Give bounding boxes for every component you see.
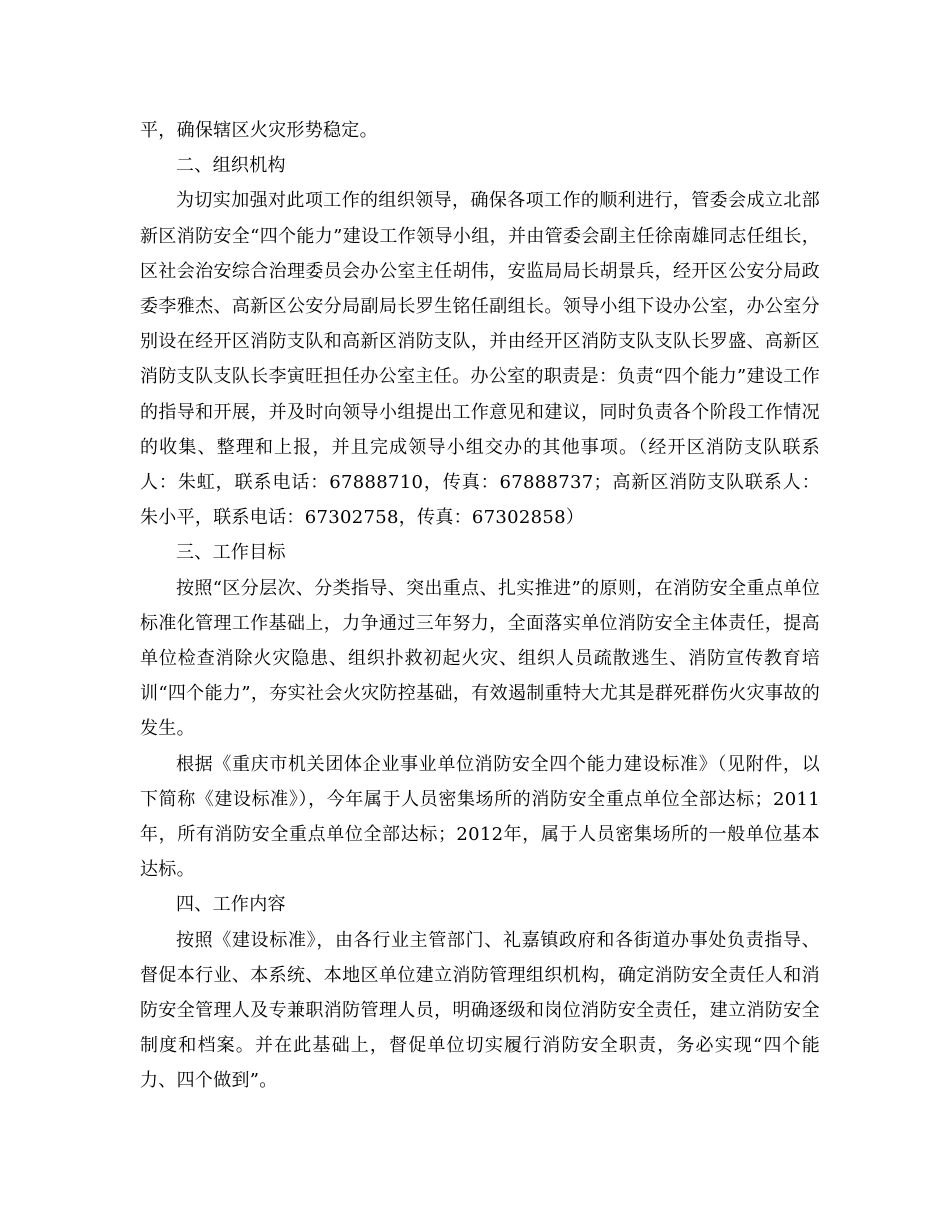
paragraph-continuation: 平，确保辖区火灾形势稳定。 bbox=[140, 120, 378, 141]
section-heading-content: 四、工作内容 bbox=[176, 894, 286, 916]
section-heading-goals: 三、工作目标 bbox=[176, 542, 286, 564]
document-body bbox=[140, 113, 820, 1099]
paragraph-content: 按照《建设标准》，由各行业主管部门、礼嘉镇政府和各街道办事处负责指导、督促本行业、本系统、本地区单位建立消防管理组织机构，确定消防安全责任人和消防安全管理人及专兼职消防管理人员，明确逐级和岗位消防安全责任，建立消防安全制度和档案。并在此基础上，督促单位切实履行消防安全职责，务必实现“四个能力、四个做到”。 bbox=[140, 929, 820, 1092]
paragraph-goals: 按照“区分层次、分类指导、突出重点、扎实推进”的原则，在消防安全重点单位标准化管理工作基础上，力争通过三年努力，全面落实单位消防安全主体责任，提高单位检查消除火灾隐患、组织扑救初起火灾、组织人员疏散逃生、消防宣传教育培训“四个能力”，夯实社会火灾防控基础，有效遏制重特大尤其是群死群伤火灾事故的发生。 bbox=[140, 577, 820, 740]
section-heading-organization: 二、组织机构 bbox=[176, 155, 286, 177]
paragraph-standards: 根据《重庆市机关团体企业事业单位消防安全四个能力建设标准》（见附件，以下简称《建设标准》），今年属于人员密集场所的消防安全重点单位全部达标；2011年，所有消防安全重点单位全部达标；2012年，属于人员密集场所的一般单位基本达标。 bbox=[140, 753, 820, 881]
paragraph-organization: 为切实加强对此项工作的组织领导，确保各项工作的顺利进行，管委会成立北部新区消防安全“四个能力”建设工作领导小组，并由管委会副主任徐南雄同志任组长，区社会治安综合治理委员会办公室主任胡伟，安监局局长胡景兵，经开区公安分局政委李雅杰、高新区公安分局副局长罗生铭任副组长。领导小组下设办公室，办公室分别设在经开区消防支队和高新区消防支队，并由经开区消防支队支队长罗盛、高新区消防支队支队长李寅旺担任办公室主任。办公室的职责是：负责“四个能力”建设工作的指导和开展，并及时向领导小组提出工作意见和建议，同时负责各个阶段工作情况的收集、整理和上报，并且完成领导小组交办的其他事项。（经开区消防支队联系人：朱虹，联系电话：67888710，传真：67888737；高新区消防支队联系人：朱小平，联系电话：67302758，传真：67302858） bbox=[140, 190, 820, 529]
